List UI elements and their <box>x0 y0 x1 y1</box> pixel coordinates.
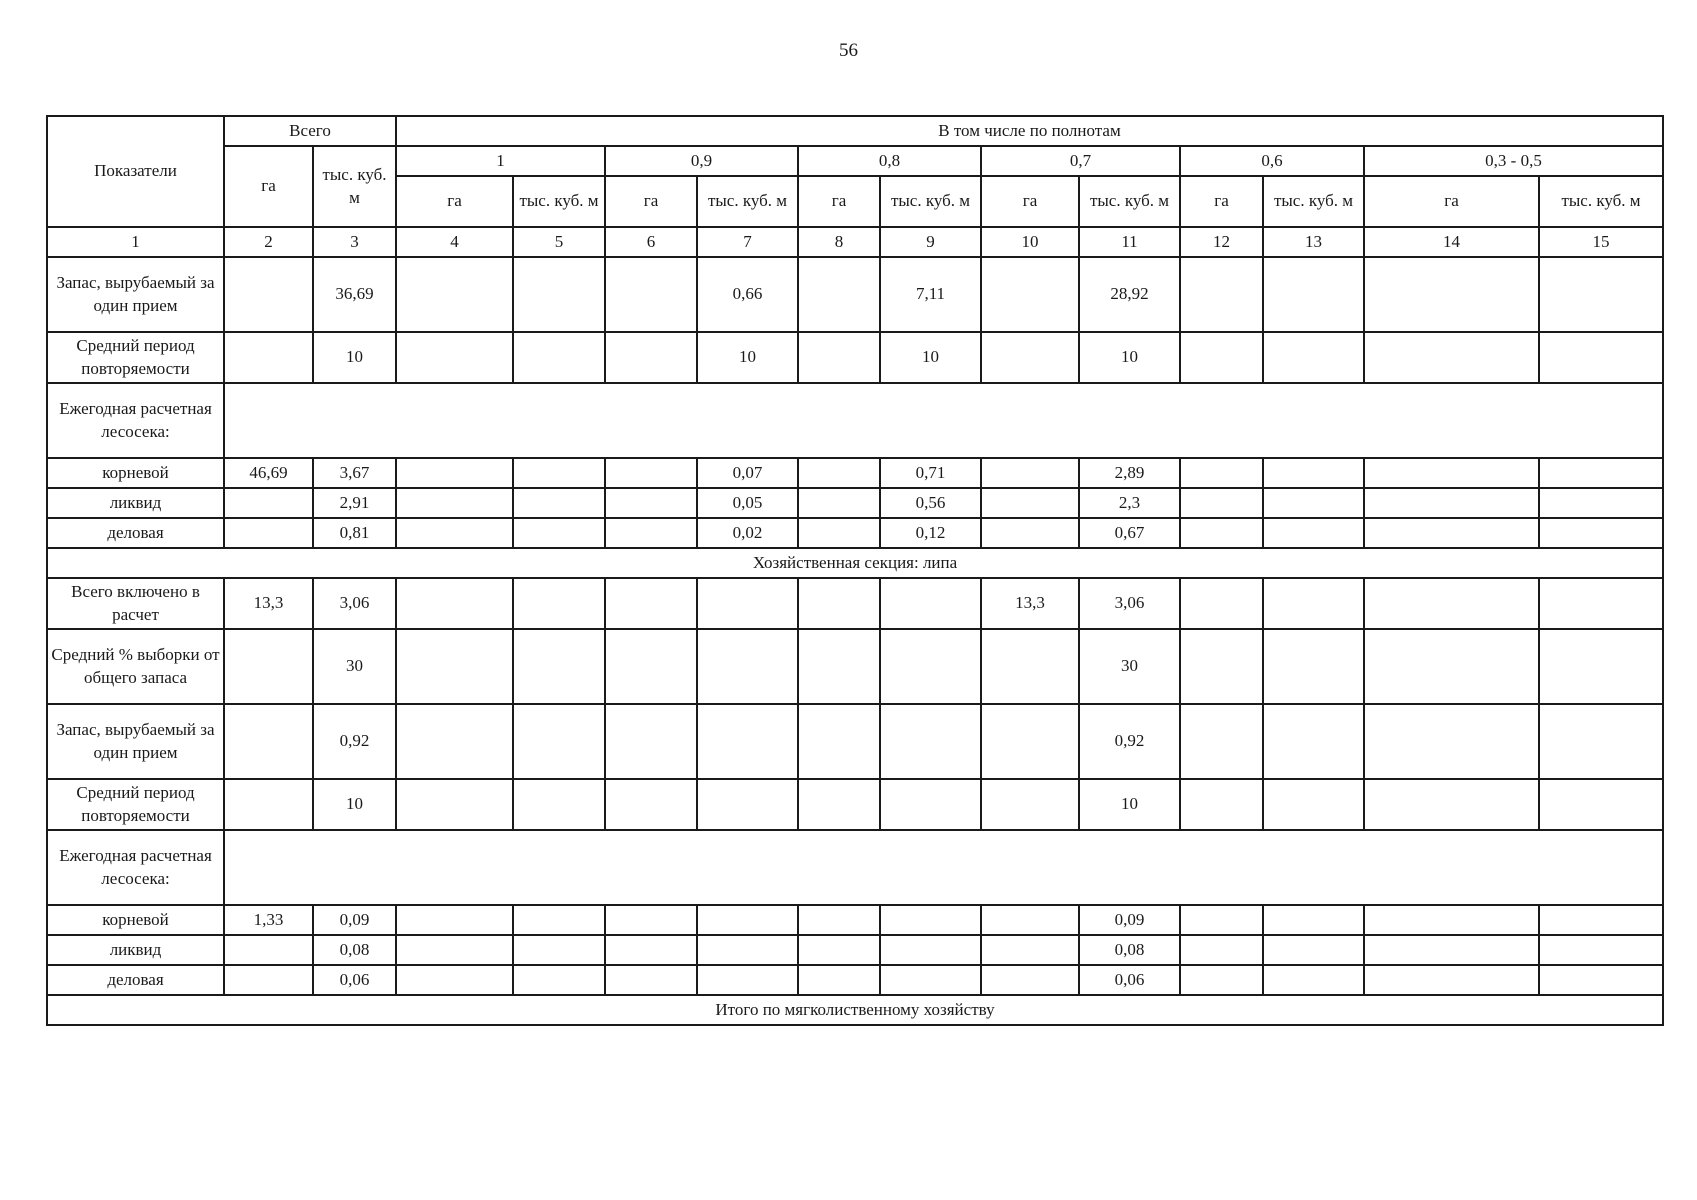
cell-col10 <box>981 704 1079 779</box>
cell-col2: 13,3 <box>224 578 313 629</box>
cell <box>798 257 880 332</box>
header-density: 0,8 <box>798 146 981 176</box>
cell <box>1364 458 1539 488</box>
cell <box>396 629 513 704</box>
cell <box>605 629 697 704</box>
cell <box>1180 905 1263 935</box>
cell <box>1180 332 1263 383</box>
cell-col10 <box>981 332 1079 383</box>
cell <box>1364 905 1539 935</box>
row-label: деловая <box>47 965 224 995</box>
cell-col10 <box>981 935 1079 965</box>
header-density: 0,3 - 0,5 <box>1364 146 1663 176</box>
header-ha: га <box>224 146 313 227</box>
cell-col11: 30 <box>1079 629 1180 704</box>
cell <box>1539 965 1663 995</box>
column-number: 12 <box>1180 227 1263 257</box>
cell <box>1539 257 1663 332</box>
cell-col3: 0,92 <box>313 704 396 779</box>
cell <box>605 488 697 518</box>
table-row <box>47 704 1663 779</box>
cell-col3: 36,69 <box>313 257 396 332</box>
cell-col11: 2,89 <box>1079 458 1180 488</box>
header-volume: тыс. куб. м <box>313 146 396 227</box>
cell <box>513 905 605 935</box>
cell <box>798 629 880 704</box>
column-number: 11 <box>1079 227 1180 257</box>
cell-col7 <box>697 704 798 779</box>
cell <box>396 458 513 488</box>
cell-col3: 3,06 <box>313 578 396 629</box>
cell-col9 <box>880 905 981 935</box>
cell <box>605 779 697 830</box>
column-number: 13 <box>1263 227 1364 257</box>
column-number: 15 <box>1539 227 1663 257</box>
cell <box>798 518 880 548</box>
row-label: Запас, вырубаемый за один прием <box>47 257 224 332</box>
cell <box>1364 704 1539 779</box>
cell <box>513 332 605 383</box>
cell-col11: 0,92 <box>1079 704 1180 779</box>
cell-col11: 10 <box>1079 779 1180 830</box>
column-number: 6 <box>605 227 697 257</box>
cell <box>798 965 880 995</box>
cell <box>1364 935 1539 965</box>
cell <box>1263 629 1364 704</box>
cell-col2 <box>224 518 313 548</box>
cell-col11: 0,67 <box>1079 518 1180 548</box>
cell <box>1539 488 1663 518</box>
cell <box>1180 257 1263 332</box>
cell <box>798 704 880 779</box>
cell <box>1263 518 1364 548</box>
table-row <box>47 905 1663 935</box>
table-row <box>47 257 1663 332</box>
column-number: 1 <box>47 227 224 257</box>
cell-col11: 0,09 <box>1079 905 1180 935</box>
row-label: Средний период повторяемости <box>47 779 224 830</box>
cell-col7 <box>697 965 798 995</box>
column-number: 10 <box>981 227 1079 257</box>
cell <box>1364 488 1539 518</box>
cell-col9 <box>880 965 981 995</box>
header-volume: тыс. куб. м <box>1079 176 1180 227</box>
cell-col10 <box>981 488 1079 518</box>
cell <box>1364 965 1539 995</box>
row-label: Всего включено в расчет <box>47 578 224 629</box>
cell-col2 <box>224 779 313 830</box>
cell-col11: 0,08 <box>1079 935 1180 965</box>
cell <box>1180 629 1263 704</box>
column-number: 7 <box>697 227 798 257</box>
cell-col10 <box>981 518 1079 548</box>
cell <box>513 704 605 779</box>
column-number: 9 <box>880 227 981 257</box>
cell <box>1263 257 1364 332</box>
table-row <box>47 383 1663 458</box>
cell <box>396 965 513 995</box>
cell <box>513 518 605 548</box>
cell-col11: 28,92 <box>1079 257 1180 332</box>
column-number: 14 <box>1364 227 1539 257</box>
cell-col7 <box>697 578 798 629</box>
cell <box>605 965 697 995</box>
cell-col7: 0,66 <box>697 257 798 332</box>
cell <box>605 518 697 548</box>
cell-col3: 0,09 <box>313 905 396 935</box>
cell <box>1263 704 1364 779</box>
section-title: Итого по мягколиственному хозяйству <box>47 995 1663 1025</box>
cell <box>1263 779 1364 830</box>
cell <box>1263 458 1364 488</box>
cell-col3: 30 <box>313 629 396 704</box>
row-label: Ежегодная расчетная лесосека: <box>47 830 224 905</box>
cell <box>513 578 605 629</box>
cell <box>1539 458 1663 488</box>
cell-col2 <box>224 257 313 332</box>
cell-col10: 13,3 <box>981 578 1079 629</box>
cell <box>605 905 697 935</box>
cell-col11: 2,3 <box>1079 488 1180 518</box>
cell-col11: 0,06 <box>1079 965 1180 995</box>
cell-col11: 10 <box>1079 332 1180 383</box>
row-label: ликвид <box>47 488 224 518</box>
cell-col9: 0,71 <box>880 458 981 488</box>
cell-col9 <box>880 935 981 965</box>
cell <box>396 518 513 548</box>
cell-col7 <box>697 629 798 704</box>
cell <box>1180 518 1263 548</box>
cell-col2 <box>224 332 313 383</box>
cell-col2 <box>224 488 313 518</box>
cell-col2: 1,33 <box>224 905 313 935</box>
cell-col10 <box>981 905 1079 935</box>
header-volume: тыс. куб. м <box>880 176 981 227</box>
header-volume: тыс. куб. м <box>1263 176 1364 227</box>
header-volume: тыс. куб. м <box>513 176 605 227</box>
cell <box>1180 965 1263 995</box>
column-number: 8 <box>798 227 880 257</box>
cell-col3: 0,81 <box>313 518 396 548</box>
cell <box>1539 578 1663 629</box>
table-row <box>47 458 1663 488</box>
row-label: корневой <box>47 458 224 488</box>
cell <box>605 578 697 629</box>
cell <box>1539 779 1663 830</box>
row-label: Запас, вырубаемый за один прием <box>47 704 224 779</box>
cell <box>1180 779 1263 830</box>
cell <box>1263 578 1364 629</box>
data-table <box>46 115 1664 1026</box>
header-density: 0,6 <box>1180 146 1364 176</box>
header-density: 0,9 <box>605 146 798 176</box>
table-row <box>47 965 1663 995</box>
cell <box>605 332 697 383</box>
cell <box>396 257 513 332</box>
cell <box>513 779 605 830</box>
cell-col9 <box>880 704 981 779</box>
empty-span <box>224 830 1663 905</box>
cell-col11: 3,06 <box>1079 578 1180 629</box>
cell-col2 <box>224 704 313 779</box>
row-label: Ежегодная расчетная лесосека: <box>47 383 224 458</box>
cell <box>1180 488 1263 518</box>
header-ha: га <box>1364 176 1539 227</box>
cell <box>1539 518 1663 548</box>
header-ha: га <box>605 176 697 227</box>
cell <box>513 965 605 995</box>
header-volume: тыс. куб. м <box>1539 176 1663 227</box>
cell-col10 <box>981 779 1079 830</box>
cell-col7 <box>697 935 798 965</box>
cell <box>396 704 513 779</box>
cell-col9 <box>880 779 981 830</box>
section-row <box>47 548 1663 578</box>
cell <box>1180 704 1263 779</box>
cell <box>1539 332 1663 383</box>
row-label: корневой <box>47 905 224 935</box>
header-density: 1 <box>396 146 605 176</box>
section-title: Хозяйственная секция: липа <box>47 548 1663 578</box>
cell <box>1539 905 1663 935</box>
cell <box>605 704 697 779</box>
cell <box>798 905 880 935</box>
cell-col7: 0,05 <box>697 488 798 518</box>
header-indicators: Показатели <box>47 116 224 227</box>
row-label: Средний период повторяемости <box>47 332 224 383</box>
cell-col9: 0,12 <box>880 518 981 548</box>
cell <box>1263 488 1364 518</box>
header-ha: га <box>981 176 1079 227</box>
cell <box>513 257 605 332</box>
cell-col9: 0,56 <box>880 488 981 518</box>
cell <box>1180 458 1263 488</box>
cell <box>1364 629 1539 704</box>
cell-col3: 0,06 <box>313 965 396 995</box>
cell <box>798 332 880 383</box>
cell <box>605 935 697 965</box>
table-row <box>47 830 1663 905</box>
cell <box>1263 905 1364 935</box>
column-number: 3 <box>313 227 396 257</box>
empty-span <box>224 383 1663 458</box>
cell <box>1539 935 1663 965</box>
table-row <box>47 518 1663 548</box>
table-row <box>47 629 1663 704</box>
cell <box>1364 578 1539 629</box>
cell-col7 <box>697 905 798 935</box>
cell-col2 <box>224 629 313 704</box>
header-volume: тыс. куб. м <box>697 176 798 227</box>
cell-col9: 7,11 <box>880 257 981 332</box>
cell-col9 <box>880 578 981 629</box>
header-density: 0,7 <box>981 146 1180 176</box>
cell <box>396 332 513 383</box>
column-number: 4 <box>396 227 513 257</box>
cell <box>513 935 605 965</box>
cell-col2 <box>224 935 313 965</box>
table-row <box>47 332 1663 383</box>
cell-col10 <box>981 965 1079 995</box>
cell <box>1364 257 1539 332</box>
cell <box>1364 518 1539 548</box>
cell <box>1180 578 1263 629</box>
column-number: 2 <box>224 227 313 257</box>
cell <box>513 458 605 488</box>
cell <box>1180 935 1263 965</box>
cell-col7: 0,07 <box>697 458 798 488</box>
cell-col9: 10 <box>880 332 981 383</box>
cell-col7: 10 <box>697 332 798 383</box>
cell <box>513 629 605 704</box>
cell <box>396 935 513 965</box>
cell-col3: 0,08 <box>313 935 396 965</box>
table-row <box>47 779 1663 830</box>
cell <box>396 488 513 518</box>
cell-col3: 10 <box>313 332 396 383</box>
table-row <box>47 488 1663 518</box>
header-by-density: В том числе по полнотам <box>396 116 1663 146</box>
cell-col2: 46,69 <box>224 458 313 488</box>
cell-col3: 3,67 <box>313 458 396 488</box>
row-label: ликвид <box>47 935 224 965</box>
column-number: 5 <box>513 227 605 257</box>
cell <box>798 488 880 518</box>
cell-col9 <box>880 629 981 704</box>
cell <box>1539 629 1663 704</box>
cell-col7: 0,02 <box>697 518 798 548</box>
cell-col7 <box>697 779 798 830</box>
header-total: Всего <box>224 116 396 146</box>
header-ha: га <box>798 176 880 227</box>
cell-col3: 10 <box>313 779 396 830</box>
cell <box>1263 332 1364 383</box>
cell <box>1364 332 1539 383</box>
cell <box>798 578 880 629</box>
cell-col10 <box>981 458 1079 488</box>
cell <box>1364 779 1539 830</box>
cell <box>798 935 880 965</box>
row-label: деловая <box>47 518 224 548</box>
cell <box>1263 935 1364 965</box>
cell <box>513 488 605 518</box>
cell-col10 <box>981 629 1079 704</box>
cell <box>1539 704 1663 779</box>
cell <box>1263 965 1364 995</box>
table-row <box>47 935 1663 965</box>
cell <box>605 257 697 332</box>
cell-col2 <box>224 965 313 995</box>
page-number: 56 <box>839 40 858 61</box>
cell <box>605 458 697 488</box>
header-ha: га <box>396 176 513 227</box>
cell-col3: 2,91 <box>313 488 396 518</box>
cell <box>396 779 513 830</box>
row-label: Средний % выборки от общего запаса <box>47 629 224 704</box>
cell <box>798 779 880 830</box>
cell-col10 <box>981 257 1079 332</box>
table-row <box>47 578 1663 629</box>
section-row <box>47 995 1663 1025</box>
cell <box>396 578 513 629</box>
header-ha: га <box>1180 176 1263 227</box>
cell <box>396 905 513 935</box>
cell <box>798 458 880 488</box>
